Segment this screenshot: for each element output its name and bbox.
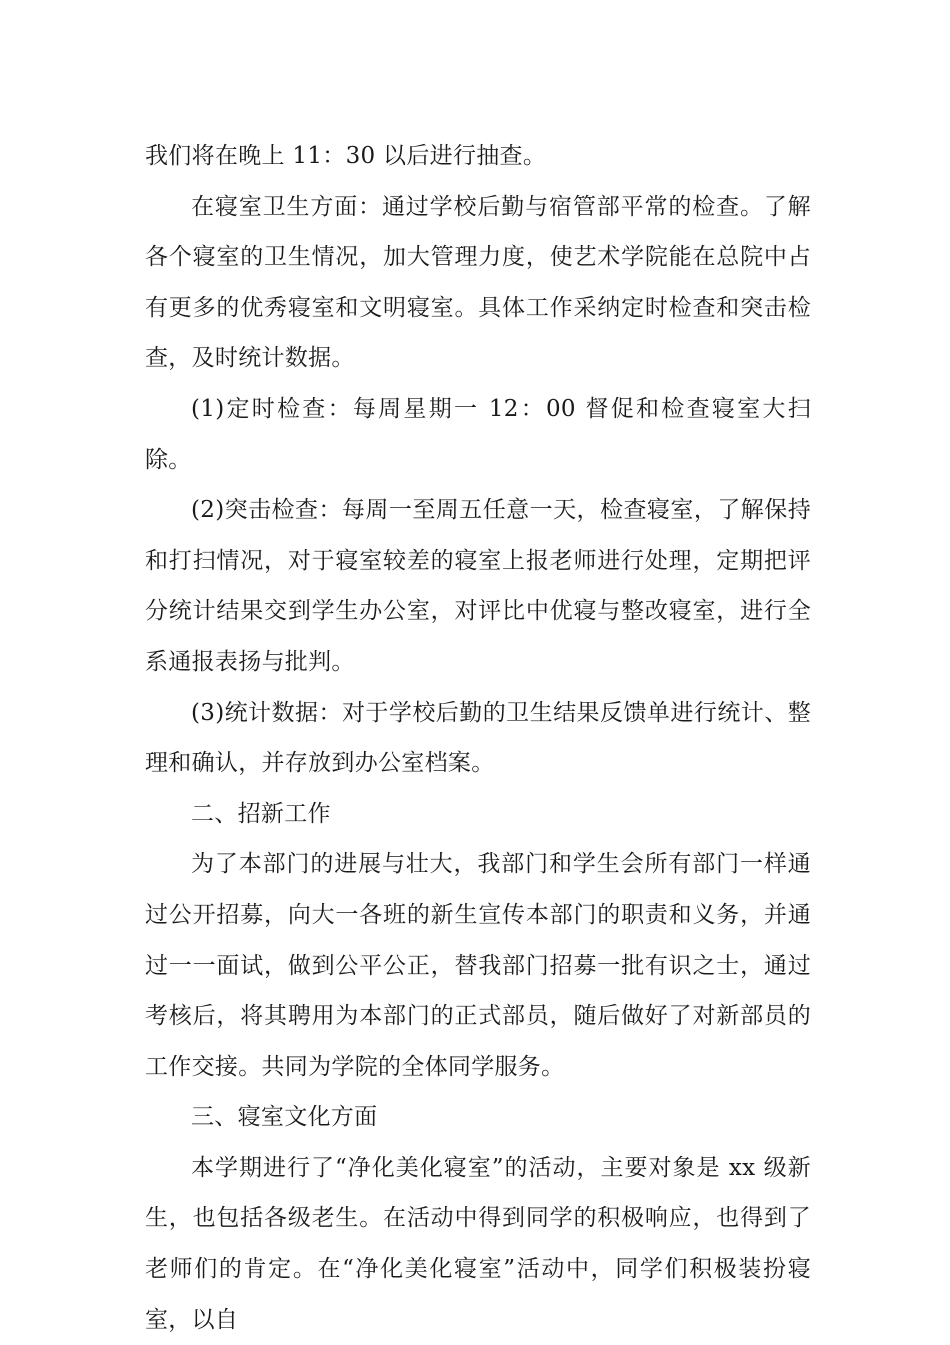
section-heading-dorm-culture: 三、寝室文化方面	[191, 1104, 378, 1131]
section-heading-recruitment: 二、招新工作	[191, 800, 331, 827]
paragraph-recruitment: 为了本部门的进展与壮大，我部门和学生会所有部门一样通过公开招募，向大一各班的新生宣传本部门的职责和义务，并通过一一面试，做到公平公正，替我部门招募一批有识之士，通过考核后，将其聘用为本部门的正式部员，随后做好了对新部员的工作交接。共同为学院的全体同学服务。	[145, 851, 811, 1080]
paragraph-dorm-hygiene: 在寝室卫生方面：通过学校后勤与宿管部平常的检查。了解各个寝室的卫生情况，加大管理力度，使艺术学院能在总院中占有更多的优秀寝室和文明寝室。具体工作采纳定时检查和突击检查，及时统计数据。	[145, 193, 811, 372]
paragraph-statistics: (3)统计数据：对于学校后勤的卫生结果反馈单进行统计、整理和确认，并存放到办公室档案。	[145, 699, 811, 777]
paragraph-dorm-culture: 本学期进行了“净化美化寝室”的活动，主要对象是 xx 级新生，也包括各级老生。在活动中得到同学的积极响应，也得到了老师们的肯定。在“净化美化寝室”活动中，同学们积极装扮寝室，以自	[145, 1154, 811, 1333]
paragraph-surprise-check: (2)突击检查：每周一至周五任意一天，检查寝室，了解保持和打扫情况，对于寝室较差的寝室上报老师进行处理，定期把评分统计结果交到学生办公室，对评比中优寝与整改寝室，进行全系通报表扬与批判。	[145, 497, 811, 675]
document-body	[145, 131, 811, 1345]
paragraph-scheduled-check: (1)定时检查：每周星期一 12：00 督促和检查寝室大扫除。	[145, 395, 811, 473]
paragraph-night-inspection: 我们将在晚上 11：30 以后进行抽查。	[145, 143, 547, 169]
